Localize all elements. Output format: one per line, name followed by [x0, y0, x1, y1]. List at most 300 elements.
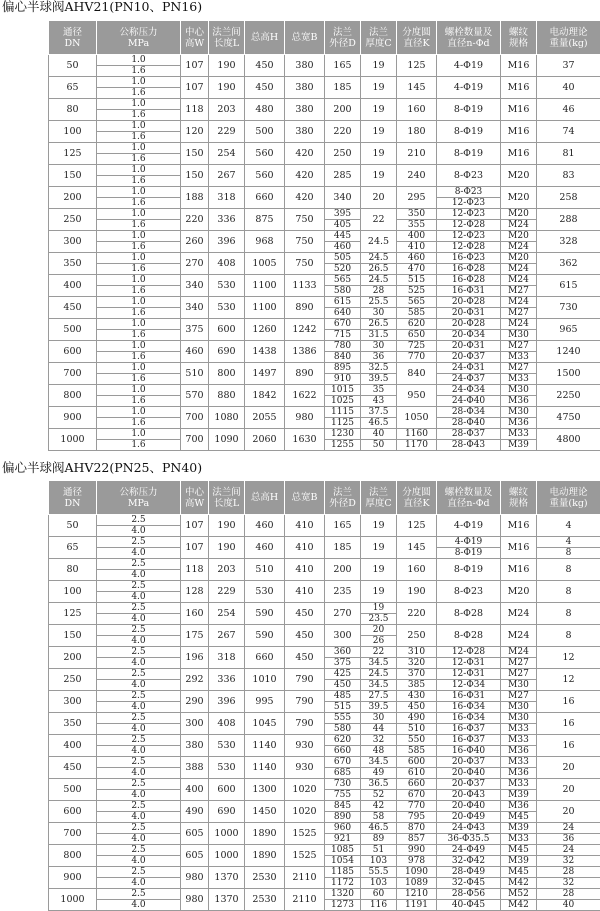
cell-k: [397, 735, 437, 757]
cell-d: [325, 187, 361, 209]
cell-l: 600: [209, 779, 245, 801]
cell-c-line: 22: [361, 647, 396, 658]
cell-c-line: 36: [361, 352, 396, 362]
cell-n-line: 16-Φ34: [437, 702, 500, 712]
cell-k: [397, 143, 437, 165]
cell-k: [397, 209, 437, 231]
column-header-line: DN: [49, 498, 96, 509]
cell-kg-line: 8: [537, 586, 600, 597]
cell-kg: [537, 867, 600, 889]
cell-h: 1497: [245, 363, 285, 385]
cell-k-line: 585: [397, 746, 436, 756]
cell-d-line: 300: [325, 630, 360, 641]
cell-k-line: 870: [397, 823, 436, 834]
cell-dn: 700: [49, 363, 97, 385]
cell-b: 930: [285, 735, 325, 757]
cell-dn: 65: [49, 77, 97, 99]
cell-m-line: M33: [501, 429, 536, 440]
cell-d: [325, 669, 361, 691]
cell-c-line: 19: [361, 564, 396, 575]
cell-l: 530: [209, 757, 245, 779]
cell-kg: [537, 647, 600, 669]
cell-d: [325, 363, 361, 385]
cell-pn-line: 1.0: [97, 275, 180, 286]
column-header-line: 法兰间: [209, 27, 244, 38]
cell-kg: [537, 559, 600, 581]
cell-c-line: 48: [361, 746, 396, 756]
cell-n: [437, 121, 501, 143]
cell-pn-line: 1.0: [97, 341, 180, 352]
cell-c-line: 30: [361, 341, 396, 352]
cell-b: 380: [285, 55, 325, 77]
cell-d-line: 1273: [325, 900, 360, 910]
column-header-line: 厚度C: [361, 38, 396, 49]
cell-c-line: 26: [361, 636, 396, 646]
cell-dn: 125: [49, 603, 97, 625]
cell-d: [325, 801, 361, 823]
cell-c-line: 19: [361, 586, 396, 597]
cell-n: [437, 407, 501, 429]
cell-n-line: 8-Φ28: [437, 608, 500, 619]
cell-n: [437, 297, 501, 319]
cell-l: 690: [209, 341, 245, 363]
table-row: [49, 647, 600, 669]
cell-pn-line: 2.5: [97, 889, 180, 900]
cell-pn-line: 4.0: [97, 878, 180, 888]
cell-n-line: 12-Φ28: [437, 242, 500, 252]
cell-b: 1020: [285, 801, 325, 823]
cell-m: [501, 341, 537, 363]
cell-m: [501, 735, 537, 757]
cell-dn: 300: [49, 231, 97, 253]
cell-c-line: 55.5: [361, 867, 396, 878]
cell-l: 318: [209, 647, 245, 669]
cell-c-line: 22: [361, 214, 396, 225]
cell-k-line: 585: [397, 308, 436, 318]
cell-w: 605: [181, 823, 209, 845]
cell-pn: [97, 691, 181, 713]
cell-m-line: M30: [501, 330, 536, 340]
cell-dn: 450: [49, 297, 97, 319]
cell-h: 1438: [245, 341, 285, 363]
cell-m: [501, 407, 537, 429]
cell-c-line: 32: [361, 735, 396, 746]
table-header-row: [49, 481, 600, 515]
cell-kg: 328: [537, 231, 600, 253]
cell-m: [501, 669, 537, 691]
cell-b: 1525: [285, 845, 325, 867]
cell-c: [361, 845, 397, 867]
cell-n: [437, 823, 501, 845]
cell-w: 107: [181, 55, 209, 77]
column-header-line: 总宽B: [285, 32, 324, 43]
cell-m-line: M24: [501, 647, 536, 658]
cell-pn: [97, 537, 181, 559]
cell-d: [325, 319, 361, 341]
cell-pn-line: 1.0: [97, 187, 180, 198]
cell-pn: [97, 407, 181, 429]
cell-c-line: 24.5: [361, 236, 396, 247]
cell-kg-line: 20: [537, 762, 600, 773]
cell-n: [437, 77, 501, 99]
table-row: [49, 581, 600, 603]
cell-k: [397, 165, 437, 187]
cell-n-line: 12-Φ23: [437, 209, 500, 220]
table-row: [49, 99, 600, 121]
cell-kg-line: 20: [537, 784, 600, 795]
cell-m: [501, 559, 537, 581]
cell-d-line: 910: [325, 374, 360, 384]
cell-kg-line: 4: [537, 537, 600, 548]
column-header: [537, 21, 600, 55]
cell-h: 590: [245, 625, 285, 647]
table-row: [49, 889, 600, 911]
cell-d-line: 165: [325, 520, 360, 531]
cell-c-line: 19: [361, 542, 396, 553]
cell-pn-line: 4.0: [97, 702, 180, 712]
cell-d: [325, 275, 361, 297]
cell-dn: 300: [49, 691, 97, 713]
column-header-line: 法兰间: [209, 487, 244, 498]
cell-pn-line: 1.0: [97, 253, 180, 264]
cell-d-line: 730: [325, 779, 360, 790]
cell-b: 1020: [285, 779, 325, 801]
cell-c-line: 19: [361, 520, 396, 531]
cell-n-line: 20-Φ49: [437, 812, 500, 822]
cell-k-line: 1210: [397, 889, 436, 900]
cell-k-line: 670: [397, 790, 436, 800]
cell-b: 420: [285, 143, 325, 165]
cell-k-line: 510: [397, 724, 436, 734]
cell-dn: 150: [49, 625, 97, 647]
cell-pn-line: 4.0: [97, 614, 180, 624]
cell-kg-line: 32: [537, 878, 600, 888]
cell-kg: 74: [537, 121, 600, 143]
cell-c: [361, 757, 397, 779]
cell-d: [325, 407, 361, 429]
cell-pn-line: 1.6: [97, 418, 180, 428]
cell-h: 1260: [245, 319, 285, 341]
cell-pn-line: 1.6: [97, 440, 180, 450]
cell-pn-line: 2.5: [97, 713, 180, 724]
cell-m-line: M27: [501, 691, 536, 702]
cell-n-line: 8-Φ28: [437, 630, 500, 641]
cell-d: [325, 867, 361, 889]
cell-dn: 600: [49, 341, 97, 363]
cell-m: [501, 143, 537, 165]
cell-kg-line: 36: [537, 834, 600, 844]
cell-b: 420: [285, 165, 325, 187]
cell-b: 1630: [285, 429, 325, 451]
table-row: [49, 713, 600, 735]
table-row: [49, 801, 600, 823]
cell-d: [325, 253, 361, 275]
cell-c-line: 19: [361, 82, 396, 93]
cell-b: 1133: [285, 275, 325, 297]
cell-kg-line: 24: [537, 823, 600, 834]
table-row: [49, 407, 600, 429]
cell-c: [361, 779, 397, 801]
cell-pn: [97, 713, 181, 735]
table-row: [49, 515, 600, 537]
cell-c: [361, 801, 397, 823]
cell-l: 408: [209, 713, 245, 735]
cell-m: [501, 757, 537, 779]
cell-pn: [97, 889, 181, 911]
cell-k: [397, 867, 437, 889]
cell-d-line: 425: [325, 669, 360, 680]
cell-pn-line: 1.0: [97, 77, 180, 88]
cell-d: [325, 341, 361, 363]
cell-d-line: 1085: [325, 845, 360, 856]
cell-w: 980: [181, 889, 209, 911]
cell-n-line: 12-Φ31: [437, 658, 500, 668]
cell-pn-line: 2.5: [97, 823, 180, 834]
cell-n-line: 24-Φ31: [437, 363, 500, 374]
cell-kg: 2250: [537, 385, 600, 407]
cell-k: [397, 559, 437, 581]
cell-k: [397, 275, 437, 297]
cell-kg-line: 8: [537, 608, 600, 619]
cell-m-line: M16: [501, 148, 536, 159]
cell-d-line: 670: [325, 757, 360, 768]
cell-dn: 350: [49, 253, 97, 275]
cell-pn-line: 1.0: [97, 99, 180, 110]
cell-k-line: 950: [397, 390, 436, 401]
cell-m: [501, 187, 537, 209]
cell-c-line: 51: [361, 845, 396, 856]
column-header-line: 通径: [49, 27, 96, 38]
cell-d-line: 845: [325, 801, 360, 812]
cell-k: [397, 713, 437, 735]
column-header-line: 分度圆: [397, 487, 436, 498]
cell-c: [361, 121, 397, 143]
cell-n-line: 12-Φ28: [437, 647, 500, 658]
cell-pn-line: 1.6: [97, 352, 180, 362]
cell-kg-line: 32: [537, 856, 600, 866]
cell-k-line: 320: [397, 658, 436, 668]
cell-d: [325, 429, 361, 451]
column-header-line: 厚度C: [361, 498, 396, 509]
cell-d-line: 515: [325, 702, 360, 712]
cell-k: [397, 779, 437, 801]
cell-kg-line: 20: [537, 806, 600, 817]
cell-c: [361, 647, 397, 669]
cell-m-line: M27: [501, 669, 536, 680]
cell-h: 875: [245, 209, 285, 231]
table-header-row: [49, 21, 600, 55]
cell-d-line: 1320: [325, 889, 360, 900]
cell-n-line: 24-Φ40: [437, 396, 500, 406]
cell-n-line: 16-Φ37: [437, 724, 500, 734]
cell-d: [325, 889, 361, 911]
cell-dn: 400: [49, 275, 97, 297]
cell-m: [501, 779, 537, 801]
cell-b: 750: [285, 253, 325, 275]
cell-l: 530: [209, 735, 245, 757]
cell-d-line: 505: [325, 253, 360, 264]
cell-l: 600: [209, 319, 245, 341]
cell-l: 190: [209, 77, 245, 99]
column-header: [181, 21, 209, 55]
column-header: [209, 481, 245, 515]
cell-b: 980: [285, 407, 325, 429]
cell-w: 460: [181, 341, 209, 363]
cell-k: [397, 603, 437, 625]
cell-n: [437, 559, 501, 581]
cell-k: [397, 537, 437, 559]
cell-k: [397, 625, 437, 647]
cell-c-line: 19: [361, 126, 396, 137]
cell-b: 380: [285, 121, 325, 143]
table-row: [49, 319, 600, 341]
cell-kg: 46: [537, 99, 600, 121]
cell-pn-line: 1.0: [97, 297, 180, 308]
cell-k-line: 125: [397, 520, 436, 531]
cell-w: 260: [181, 231, 209, 253]
cell-b: 790: [285, 691, 325, 713]
cell-pn-line: 1.0: [97, 407, 180, 418]
cell-dn: 65: [49, 537, 97, 559]
cell-k: [397, 55, 437, 77]
cell-dn: 500: [49, 779, 97, 801]
cell-k-line: 795: [397, 812, 436, 822]
table-row: [49, 735, 600, 757]
cell-w: 196: [181, 647, 209, 669]
cell-pn: [97, 231, 181, 253]
cell-k-line: 250: [397, 630, 436, 641]
cell-pn-line: 1.6: [97, 242, 180, 252]
column-header-line: 电动理论: [537, 487, 600, 498]
cell-kg-line: 12: [537, 652, 600, 663]
cell-l: 1370: [209, 889, 245, 911]
cell-d-line: 960: [325, 823, 360, 834]
cell-n: [437, 801, 501, 823]
cell-pn: [97, 341, 181, 363]
cell-w: 118: [181, 99, 209, 121]
cell-k-line: 350: [397, 209, 436, 220]
cell-pn-line: 2.5: [97, 801, 180, 812]
cell-w: 160: [181, 603, 209, 625]
cell-c: [361, 537, 397, 559]
column-header: [325, 481, 361, 515]
cell-m-line: M20: [501, 170, 536, 181]
column-header: [245, 481, 285, 515]
cell-w: 175: [181, 625, 209, 647]
cell-m-line: M30: [501, 702, 536, 712]
column-header: [49, 21, 97, 55]
cell-m-line: M39: [501, 856, 536, 866]
cell-pn-line: 2.5: [97, 867, 180, 878]
column-header-line: 电动理论: [537, 27, 600, 38]
cell-kg-line: 8: [537, 564, 600, 575]
table-row: [49, 845, 600, 867]
cell-m-line: M16: [501, 104, 536, 115]
cell-h: 1100: [245, 275, 285, 297]
cell-d-line: 1054: [325, 856, 360, 866]
cell-k-line: 145: [397, 542, 436, 553]
cell-m-line: M16: [501, 82, 536, 93]
cell-n-line: 28-Φ37: [437, 429, 500, 440]
cell-c: [361, 253, 397, 275]
table-row: [49, 55, 600, 77]
cell-w: 570: [181, 385, 209, 407]
cell-n-line: 8-Φ19: [437, 126, 500, 137]
cell-m-line: M24: [501, 264, 536, 274]
cell-m: [501, 713, 537, 735]
cell-l: 690: [209, 801, 245, 823]
cell-pn-line: 2.5: [97, 647, 180, 658]
cell-kg: 81: [537, 143, 600, 165]
cell-k-line: 1191: [397, 900, 436, 910]
cell-h: 1450: [245, 801, 285, 823]
cell-kg: 615: [537, 275, 600, 297]
cell-pn-line: 1.6: [97, 220, 180, 230]
cell-k-line: 190: [397, 586, 436, 597]
table-row: [49, 867, 600, 889]
column-header-line: 总宽B: [285, 492, 324, 503]
cell-c-line: 37.5: [361, 407, 396, 418]
cell-n-line: 4-Φ19: [437, 520, 500, 531]
cell-m-line: M20: [501, 192, 536, 203]
cell-n-line: 4-Φ19: [437, 82, 500, 93]
cell-n: [437, 143, 501, 165]
cell-pn: [97, 625, 181, 647]
cell-h: 590: [245, 603, 285, 625]
cell-c: [361, 691, 397, 713]
cell-pn-line: 4.0: [97, 812, 180, 822]
cell-d-line: 890: [325, 812, 360, 822]
cell-c: [361, 735, 397, 757]
cell-m-line: M36: [501, 801, 536, 812]
cell-m-line: M27: [501, 363, 536, 374]
cell-n: [437, 319, 501, 341]
cell-w: 375: [181, 319, 209, 341]
column-header-line: 总高H: [245, 32, 284, 43]
cell-m-line: M36: [501, 746, 536, 756]
cell-h: 2060: [245, 429, 285, 451]
cell-pn: [97, 99, 181, 121]
cell-l: 190: [209, 515, 245, 537]
column-header-line: 直径n-Φd: [437, 498, 500, 509]
cell-k-line: 525: [397, 286, 436, 296]
cell-m: [501, 889, 537, 911]
cell-dn: 1000: [49, 889, 97, 911]
cell-b: 450: [285, 647, 325, 669]
cell-d-line: 1255: [325, 440, 360, 450]
cell-k: [397, 889, 437, 911]
cell-w: 300: [181, 713, 209, 735]
cell-n-line: 24-Φ37: [437, 374, 500, 384]
cell-w: 107: [181, 537, 209, 559]
cell-w: 490: [181, 801, 209, 823]
cell-m-line: M16: [501, 60, 536, 71]
cell-pn: [97, 581, 181, 603]
cell-d: [325, 165, 361, 187]
cell-pn-line: 1.0: [97, 319, 180, 330]
cell-m-line: M27: [501, 308, 536, 318]
cell-c: [361, 319, 397, 341]
cell-kg-line: 8: [537, 548, 600, 558]
cell-n: [437, 209, 501, 231]
cell-l: 229: [209, 121, 245, 143]
cell-d: [325, 559, 361, 581]
cell-b: 410: [285, 559, 325, 581]
cell-c: [361, 429, 397, 451]
cell-pn-line: 2.5: [97, 779, 180, 790]
cell-l: 203: [209, 559, 245, 581]
cell-h: 660: [245, 187, 285, 209]
